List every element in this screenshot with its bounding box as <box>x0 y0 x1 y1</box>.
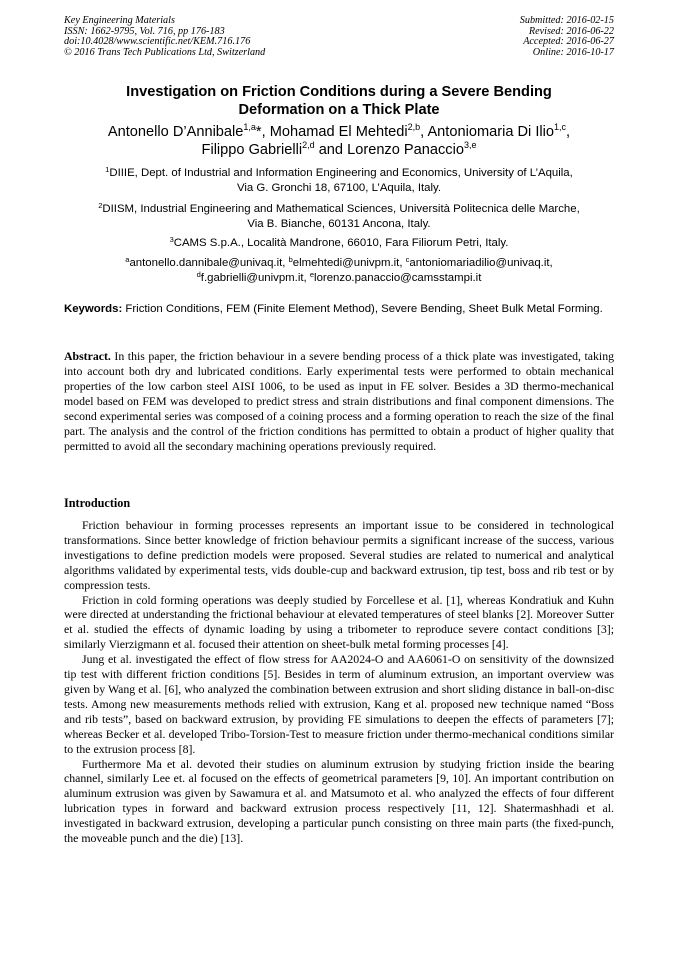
corresponding-mark: * <box>255 124 262 140</box>
author-name: Lorenzo Panaccio <box>347 142 464 158</box>
doi[interactable]: doi:10.4028/www.scientific.net/KEM.716.176 <box>64 36 251 48</box>
affiliation-text: DIISM, Industrial Engineering and Mathematical Sciences, Università Politecnica delle Marche, <box>102 203 580 215</box>
keywords <box>64 302 614 317</box>
author-affiliation-mark: 3,e <box>463 140 477 150</box>
affiliation-2 <box>50 202 628 232</box>
author-list: Antonello D’Annibale$^{1,a}$*, Mohamad El Mehtedi$^{2,b}$, Antoniomaria Di Ilio$^{1,c}$, Filippo Gabrielli$^{2,d}$ and Lorenzo Panaccio$^{3,e}$ <box>107 122 571 158</box>
copyright: © 2016 Trans Tech Publications Ltd, Switzerland <box>64 47 266 59</box>
date-revised: Revised: 2016-06-22 <box>528 25 614 37</box>
keywords-label: Keywords: <box>64 303 123 315</box>
email-mark: b <box>288 255 293 264</box>
section-heading-introduction: Introduction <box>64 496 131 510</box>
author-emails <box>50 256 628 286</box>
author-name: Antonello D’Annibale <box>107 124 244 140</box>
abstract-label: Abstract. <box>64 349 111 363</box>
author-name: Antoniomaria Di Ilio <box>427 124 554 140</box>
title-line-1: Investigation on Friction Conditions during a Severe Bending <box>126 84 552 100</box>
introduction-body <box>64 518 614 846</box>
journal-issn: ISSN: 1662-9795, Vol. 716, pp 176-183 <box>64 25 225 37</box>
author-affiliation-mark: 2,b <box>407 122 421 132</box>
affiliation-number: 1 <box>105 165 110 174</box>
email-link[interactable]: elmehtedi@univpm.it, <box>292 257 403 269</box>
title-line-2: Deformation on a Thick Plate <box>238 102 440 118</box>
journal-name: Key Engineering Materials <box>64 15 175 26</box>
affiliation-address: Via B. Bianche, 60131 Ancona, Italy. <box>247 218 431 230</box>
journal-header-right <box>520 16 614 59</box>
keywords-text: Friction Conditions, FEM (Finite Element Method), Severe Bending, Sheet Bulk Metal Forming. <box>125 303 603 315</box>
paper-title <box>40 83 638 119</box>
email-link[interactable]: f.gabrielli@univpm.it, <box>200 272 307 284</box>
paragraph: Friction behaviour in forming processes represents an important issue to be considered in technological transformations. Since better knowledge of friction behaviour permits a significant increase of the success, various investigations to define prediction models were proposed. Several studies are related to numerical and analytical algorithms validated by experimental tests, vids double-cup and backward extrusion, tip test, boss and rib test or by compression tests. <box>64 518 614 592</box>
affiliation-text: CAMS S.p.A., Località Mandrone, 66010, Fara Filiorum Petri, Italy. <box>173 237 509 249</box>
email-mark: e <box>309 270 315 279</box>
email-mark: c <box>405 255 410 264</box>
affiliation-number: 2 <box>98 201 103 210</box>
author-name: Filippo Gabrielli <box>201 142 303 158</box>
email-link[interactable]: lorenzo.panaccio@camsstampi.it <box>314 272 482 284</box>
affiliation-text: DIIIE, Dept. of Industrial and Information Engineering and Economics, University of L’Aquila, <box>109 167 573 179</box>
author-conjunction: and <box>318 142 344 158</box>
date-online: Online: 2016-10-17 <box>532 47 614 59</box>
email-mark: d <box>196 270 201 279</box>
date-submitted: Submitted: 2016-02-15 <box>519 15 614 26</box>
affiliation-3 <box>50 236 628 251</box>
author-affiliation-mark: 1,a <box>243 122 256 132</box>
paragraph: Furthermore Ma et al. devoted their studies on aluminum extrusion by studying friction inside the bearing channel, similarly Lee et. al focused on the effects of geometrical parameters [9, 10]. An important contribution on aluminum extrusion was given by Sawamura et al. and Matsumoto et al. who analyzed the effects of four different lubrication types in forward and backward extrusion process respectively [11, 12]. Shatermashhadi et al. investigated in backward extrusion, developing a particular punch consisting on three main parts (the fixed-punch, the moveable punch and the die) [13]. <box>64 756 614 846</box>
email-mark: a <box>125 255 130 264</box>
paragraph: Jung et al. investigated the effect of flow stress for AA2024-O and AA6061-O on sensitivity of the downsized tip test with different friction conditions [5]. Besides in term of aluminum extrusion, an important overview was given by Wang et al. [6], who analyzed the combination between extrusion and short sliding distance in ball-on-disc tests. Among new measurements methods relied with extrusion, Kang et al. proposed new technique named “Boss and rib tests”, based on backward extrusion, by providing FE simulations to deepen the effects of parameters [7]; whereas Becker et al. developed Tribo-Torsion-Test to measure friction under thermo-mechanical conditions similar to the extrusion process [8]. <box>64 652 614 756</box>
author-affiliation-mark: 2,d <box>302 140 315 150</box>
journal-header-left <box>64 16 265 59</box>
paragraph: Friction in cold forming operations was deeply studied by Forcellese et al. [1], whereas Kondratiuk and Kuhn were directed at understanding the frictional behaviour at elevated temperatures of steel blanks [2]. Moreover Sutter et al. studied the effects of dynamic loading by using a tribometer to reproduce severe contact conditions [3]; similarly Vierzigmann et al. focused their attention on sheet-bulk metal forming processes [4]. <box>64 592 614 652</box>
date-accepted: Accepted: 2016-06-27 <box>523 36 614 48</box>
affiliation-1 <box>50 166 628 196</box>
author-affiliation-mark: 1,c <box>554 122 567 132</box>
abstract <box>64 349 614 454</box>
email-link[interactable]: antonello.dannibale@univaq.it, <box>129 257 286 269</box>
affiliation-address: Via G. Gronchi 18, 67100, L’Aquila, Italy. <box>236 182 442 194</box>
author-name: Mohamad El Mehtedi <box>269 124 408 140</box>
abstract-text: In this paper, the friction behaviour in a severe bending process of a thick plate was investigated, taking into account both dry and lubricated conditions. Early experimental tests were performed to obtain mechanical properties of the low carbon steel AISI 1006, to be used as input in FE solver. Besides a 3D thermo-mechanical model based on FEM was developed to predict stress and strain distributions and final component dimensions. The second experimental series was composed of a coining process and a forming operation to reach the size of the final part. The analysis and the control of the friction conditions has permitted to obtain a product of higher quality that permitted to avoid all the secondary machining operations previously required. <box>64 349 614 454</box>
affiliation-number: 3 <box>169 235 174 244</box>
email-link[interactable]: antoniomariadilio@univaq.it, <box>409 257 553 269</box>
